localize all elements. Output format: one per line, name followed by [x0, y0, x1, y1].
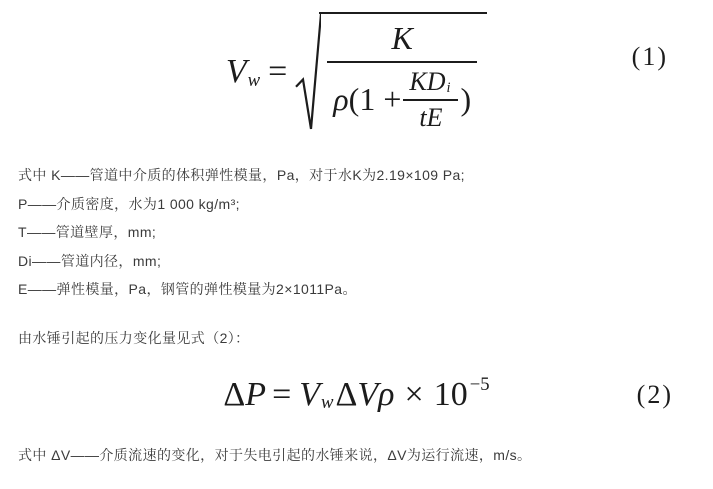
equation-number-1: (1) [631, 42, 668, 71]
formula-1 [226, 12, 487, 133]
formula1-radicand [319, 12, 487, 133]
formula2-description-line: 式中 ΔV——介质流速的变化，对于失电引起的水锤来说，ΔV为运行流速，m/s。 [18, 447, 532, 463]
formula1-close-paren: ) [460, 81, 472, 118]
equation-2-row [0, 364, 713, 426]
formula2-rho: ρ [378, 376, 395, 413]
formula1-open-paren: (1 + [348, 81, 402, 118]
description-line: P——介质密度，水为1 000 kg/m³; [18, 195, 240, 212]
formula1-description-block [18, 161, 713, 304]
formula1-inner-fraction [403, 67, 458, 133]
formula-2 [223, 373, 490, 414]
fraction-bar [327, 61, 477, 63]
formula1-inner-numerator [403, 67, 458, 97]
formula1-square-root [295, 12, 487, 133]
formula1-lhs-variable: V [225, 53, 247, 91]
formula2-delta-p-delta: Δ [223, 376, 246, 413]
formula2-delta-v-delta: Δ [335, 376, 358, 413]
description-line: E——弹性模量，Pa，钢管的弹性模量为2×1011Pa。 [18, 281, 357, 297]
formula2-intro-paragraph: 由水锤引起的压力变化量见式（2）： [18, 329, 250, 346]
radical-sign-icon [295, 12, 321, 133]
formula1-main-fraction [327, 20, 477, 133]
formula2-power-base: 10 [433, 376, 468, 413]
formula2-p-variable: P [245, 376, 267, 413]
formula2-exponent: −5 [469, 373, 490, 395]
formula2-v-variable: V [299, 376, 321, 413]
equation-1-row [0, 0, 713, 135]
formula2-multiplication-sign: × [404, 376, 424, 413]
formula1-rho: ρ [333, 81, 349, 118]
formula2-equals-sign: = [272, 376, 292, 413]
formula1-equals-sign: = [268, 53, 288, 91]
formula1-inner-num-subscript: i [446, 80, 451, 97]
formula2-v-subscript: w [321, 392, 334, 414]
description-line: 式中 K——管道中介质的体积弹性模量，Pa，对于水K为2.19×109 Pa; [18, 167, 465, 183]
formula1-inner-num-base: KD [409, 67, 446, 96]
formula2-v2-variable: V [357, 376, 379, 413]
fraction-bar [403, 99, 458, 101]
formula1-numerator: K [391, 20, 413, 57]
formula1-lhs-subscript: w [247, 69, 261, 91]
description-line: T——管道壁厚，mm; [18, 224, 157, 240]
description-line: Di——管道内径，mm; [18, 252, 162, 269]
formula1-denominator [327, 67, 477, 133]
formula1-inner-denominator: tE [419, 102, 443, 132]
equation-number-2: (2) [636, 380, 673, 409]
